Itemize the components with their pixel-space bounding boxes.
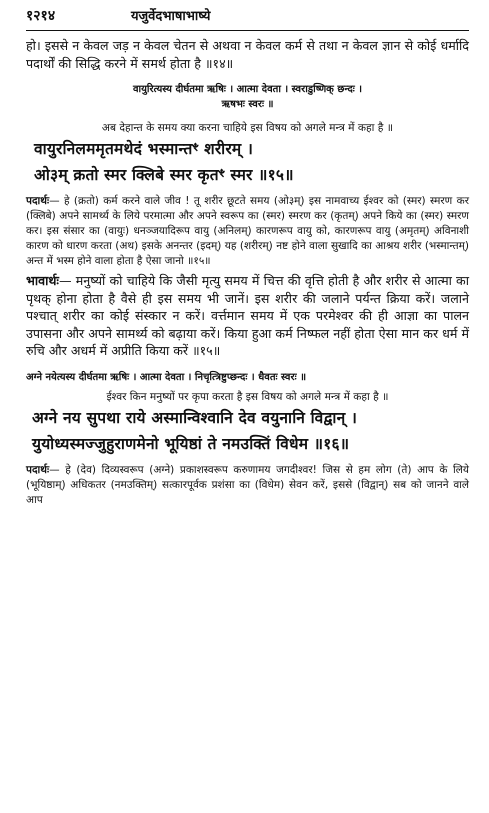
verse16-mantra-line2: युयोध्यस्मज्जुहुराणमेनो भूयिष्ठां ते नमउक्तिं विधेम ॥१६॥ [32,434,350,453]
verse16-mantra-line1: अग्ने नय सुपथा राये अस्मान्विश्वानि देव वयुनानि विद्वान् । [32,408,358,427]
verse15-intro: अब देहान्त के समय क्या करना चाहिये इस विषय को अगले मन्त्र में कहा है ॥ [101,122,394,134]
verse15-mantra-line2: ओ३म् क्रतो स्मर क्लिबे स्मर कृतꣳ स्मर ॥१५॥ [34,166,294,184]
verse15-padartha-label: पदार्थः [26,195,50,207]
verse15-bhavartha-text: — मनुष्यों को चाहिये कि जैसी मृत्यु समय में चित्त की वृत्ति होती है और शरीर से आत्मा का पृथक् होना होता है वैसे ही इस समय भी जानें। इस शरीर की जलाने पर्यन्त क्रिया करें। जलाने पश्चात् शरीर का कोई संस्कार न करें। वर्त्तमान समय में एक परमेश्वर की ही आज्ञा का पालन उपासना और अपने सामर्थ्य को बढ़ाया करें। किया हुआ कर्म निष्फल नहीं होता ऐसा मान कर धर्म में रुचि और अधर्म में अप्रीति किया करें ॥१५॥ [26,273,469,358]
verse15-mantra-line1: वायुरनिलममृतमथेदं भस्मान्तꣳ शरीरम् । [34,140,254,158]
verse16-padartha [26,463,469,508]
verse15-bhavartha [26,272,469,360]
page-header [26,6,469,30]
continued-paragraph: हो। इससे न केवल जड़ न केवल चेतन से अथवा न केवल कर्म से तथा न केवल ज्ञान से कोई धर्मादि पदार्थों की सिद्धि करने में समर्थ होता है ॥१४॥ [26,38,469,71]
page-number: १२१४ [26,8,56,24]
verse16-padartha-label: पदार्थः [26,463,50,476]
verse15-meta-line1: वायुरित्यस्य दीर्घतमा ऋषिः । आत्मा देवता । स्वराडुष्णिक् छन्दः । [132,84,363,95]
verse15-meta-line2: ऋषभः स्वरः ॥ [221,99,274,110]
verse16-intro: ईश्वर किन मनुष्यों पर कृपा करता है इस विषय को अगले मन्त्र में कहा है ॥ [106,390,389,403]
verse15-bhavartha-label: भावार्थः [26,273,59,288]
verse16-padartha-text: — हे (देव) दिव्यस्वरूप (अग्ने) प्रकाशस्वरूप करुणामय जगदीश्वर! जिस से हम लोग (ते) आप के लिये (भूयिष्ठाम्) अधिकतर (नमउक्तिम्) सत्कारपूर्वक प्रशंसा का (विधेम) सेवन करें, इससे (विद्वान्) सब को जानने वाले आप [26,463,469,506]
verse15-padartha [26,194,469,269]
verse15-padartha-text: — हे (क्रतो) कर्म करने वाले जीव ! तू शरीर छूटते समय (ओ३म्) इस नामवाच्य ईश्वर को (स्मर) स्मरण कर (क्लिबे) अपने सामर्थ्य के लिये परमात्मा और अपने स्वरूप का (स्मर) स्मरण कर (कृतम्) अपने किये का (स्मर) स्मरण कर। इस संसार का (वायुः) धनञ्जयादिरूप वायु (अनिलम्) कारणरूप वायु को, कारणरूप वायु (अमृतम्) अविनाशी कारण को धारण करता (अथ) इसके अनन्तर (इदम्) यह (शरीरम्) नष्ट होने वाला सुखादि का आश्रय शरीर (भस्मान्तम्) अन्त में भस्म होने वाला होता है ऐसा जानो ॥१५॥ [26,195,469,267]
verse16-meta-line1: अग्ने नयेत्यस्य दीर्घतमा ऋषिः । आत्मा देवता । निचृत्त्रिष्टुप्छन्दः । धैवतः स्वरः ॥ [26,371,307,383]
header-rule [26,30,469,31]
running-title: यजुर्वेदभाषाभाष्ये [131,9,211,24]
